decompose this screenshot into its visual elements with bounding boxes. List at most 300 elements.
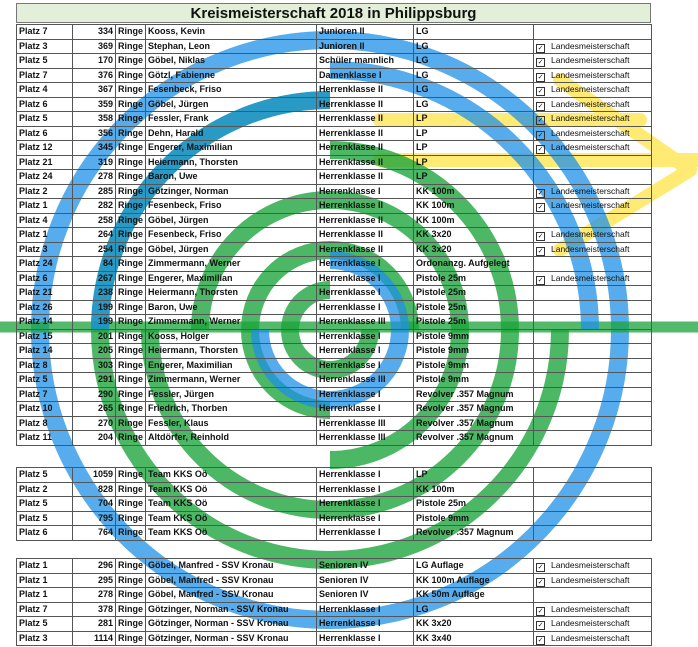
cell-ringe: 1114 xyxy=(73,631,116,646)
cell-platz: Platz 1 xyxy=(17,573,73,588)
cell-platz: Platz 11 xyxy=(17,431,73,446)
cell-unit: Ringe xyxy=(116,300,146,315)
cell-name: Götzinger, Norman - SSV Kronau xyxy=(146,631,317,646)
cell-klasse: Herrenklasse II xyxy=(317,170,414,185)
cell-landesmeisterschaft xyxy=(534,155,652,170)
cell-unit: Ringe xyxy=(116,25,146,40)
cell-landesmeisterschaft xyxy=(534,344,652,359)
cell-landesmeisterschaft xyxy=(534,358,652,373)
cell-platz: Platz 14 xyxy=(17,315,73,330)
cell-disziplin: LP xyxy=(414,112,534,127)
table-row xyxy=(17,39,652,54)
cell-klasse: Herrenklasse II xyxy=(317,141,414,156)
cell-unit: Ringe xyxy=(116,358,146,373)
cell-ringe: 281 xyxy=(73,617,116,632)
cell-klasse: Junioren II xyxy=(317,25,414,40)
table-row xyxy=(17,271,652,286)
table-row xyxy=(17,387,652,402)
cell-klasse: Herrenklasse I xyxy=(317,344,414,359)
table-row xyxy=(17,511,652,526)
cell-unit: Ringe xyxy=(116,315,146,330)
cell-landesmeisterschaft xyxy=(534,511,652,526)
table-row xyxy=(17,315,652,330)
cell-landesmeisterschaft xyxy=(534,315,652,330)
cell-ringe: 290 xyxy=(73,387,116,402)
table-row xyxy=(17,112,652,127)
table-row xyxy=(17,358,652,373)
cell-disziplin: LP xyxy=(414,126,534,141)
cell-platz: Platz 6 xyxy=(17,97,73,112)
landesmeisterschaft-label: Landesmeisterschaft xyxy=(551,69,630,80)
cell-name: Zimmermann, Werner xyxy=(146,373,317,388)
cell-klasse: Herrenklasse I xyxy=(317,631,414,646)
cell-ringe: 264 xyxy=(73,228,116,243)
sheet-title: Kreismeisterschaft 2018 in Philippsburg xyxy=(16,3,651,23)
cell-landesmeisterschaft xyxy=(534,402,652,417)
cell-ringe: 204 xyxy=(73,431,116,446)
cell-landesmeisterschaft xyxy=(534,631,652,646)
cell-name: Team KKS Oö xyxy=(146,526,317,541)
cell-disziplin: LP xyxy=(414,141,534,156)
table-row xyxy=(17,242,652,257)
cell-name: Zimmermann, Werner xyxy=(146,257,317,272)
landesmeisterschaft-label: Landesmeisterschaft xyxy=(551,632,630,643)
cell-ringe: 358 xyxy=(73,112,116,127)
cell-klasse: Damenklasse I xyxy=(317,68,414,83)
cell-disziplin: Pistole 25m xyxy=(414,271,534,286)
cell-unit: Ringe xyxy=(116,511,146,526)
cell-landesmeisterschaft xyxy=(534,97,652,112)
table-row xyxy=(17,559,652,574)
cell-platz: Platz 8 xyxy=(17,358,73,373)
cell-klasse: Senioren IV xyxy=(317,559,414,574)
checkbox-checked-icon: ✓ xyxy=(537,59,544,67)
cell-disziplin: Pistole 9mm xyxy=(414,358,534,373)
cell-disziplin: Revolver .357 Magnum xyxy=(414,526,534,541)
cell-landesmeisterschaft xyxy=(534,482,652,497)
cell-klasse: Herrenklasse I xyxy=(317,617,414,632)
cell-ringe: 303 xyxy=(73,358,116,373)
cell-ringe: 254 xyxy=(73,242,116,257)
cell-disziplin: LG xyxy=(414,602,534,617)
cell-platz: Platz 3 xyxy=(17,39,73,54)
cell-klasse: Herrenklasse III xyxy=(317,373,414,388)
cell-unit: Ringe xyxy=(116,257,146,272)
cell-landesmeisterschaft xyxy=(534,559,652,574)
cell-klasse: Herrenklasse I xyxy=(317,184,414,199)
checkbox-checked-icon: ✓ xyxy=(537,131,544,139)
cell-name: Fesenbeck, Friso xyxy=(146,83,317,98)
checkbox-checked-icon: ✓ xyxy=(537,233,544,241)
cell-klasse: Herrenklasse II xyxy=(317,112,414,127)
table-row xyxy=(17,416,652,431)
cell-unit: Ringe xyxy=(116,39,146,54)
cell-platz: Platz 2 xyxy=(17,184,73,199)
results-table-team xyxy=(16,467,652,541)
cell-landesmeisterschaft xyxy=(534,184,652,199)
cell-disziplin: Pistole 25m xyxy=(414,497,534,512)
checkbox-checked-icon: ✓ xyxy=(537,102,544,110)
cell-name: Götzl, Fabienne xyxy=(146,68,317,83)
cell-unit: Ringe xyxy=(116,497,146,512)
results-table-seniors xyxy=(16,558,652,646)
cell-disziplin: KK 50m Auflage xyxy=(414,588,534,603)
cell-unit: Ringe xyxy=(116,68,146,83)
cell-disziplin: KK 3x40 xyxy=(414,631,534,646)
cell-disziplin: Pistole 9mm xyxy=(414,511,534,526)
cell-ringe: 345 xyxy=(73,141,116,156)
table-row xyxy=(17,300,652,315)
cell-platz: Platz 15 xyxy=(17,329,73,344)
table-row xyxy=(17,126,652,141)
cell-platz: Platz 14 xyxy=(17,344,73,359)
cell-unit: Ringe xyxy=(116,416,146,431)
cell-name: Fessler, Klaus xyxy=(146,416,317,431)
cell-landesmeisterschaft xyxy=(534,373,652,388)
cell-disziplin: LG xyxy=(414,39,534,54)
cell-ringe: 170 xyxy=(73,54,116,69)
cell-name: Engerer, Maximilian xyxy=(146,141,317,156)
cell-disziplin: Revolver .357 Magnum xyxy=(414,387,534,402)
cell-ringe: 795 xyxy=(73,511,116,526)
cell-platz: Platz 5 xyxy=(17,511,73,526)
cell-platz: Platz 5 xyxy=(17,617,73,632)
cell-disziplin: LG Auflage xyxy=(414,559,534,574)
cell-platz: Platz 6 xyxy=(17,271,73,286)
checkbox-checked-icon: ✓ xyxy=(537,578,544,586)
cell-disziplin: KK 3x20 xyxy=(414,242,534,257)
cell-klasse: Herrenklasse I xyxy=(317,387,414,402)
cell-ringe: 378 xyxy=(73,602,116,617)
cell-ringe: 84 xyxy=(73,257,116,272)
cell-landesmeisterschaft xyxy=(534,54,652,69)
cell-disziplin: KK 3x20 xyxy=(414,228,534,243)
landesmeisterschaft-label: Landesmeisterschaft xyxy=(551,142,630,153)
cell-platz: Platz 5 xyxy=(17,112,73,127)
cell-klasse: Senioren IV xyxy=(317,573,414,588)
cell-unit: Ringe xyxy=(116,373,146,388)
cell-unit: Ringe xyxy=(116,286,146,301)
cell-name: Kooss, Holger xyxy=(146,329,317,344)
cell-unit: Ringe xyxy=(116,588,146,603)
cell-ringe: 291 xyxy=(73,373,116,388)
cell-klasse: Herrenklasse I xyxy=(317,602,414,617)
cell-name: Fessler, Jürgen xyxy=(146,387,317,402)
cell-ringe: 359 xyxy=(73,97,116,112)
cell-ringe: 764 xyxy=(73,526,116,541)
checkbox-checked-icon: ✓ xyxy=(537,204,544,212)
cell-klasse: Herrenklasse II xyxy=(317,242,414,257)
landesmeisterschaft-label: Landesmeisterschaft xyxy=(551,618,630,629)
table-row xyxy=(17,468,652,483)
cell-name: Götzinger, Norman xyxy=(146,184,317,199)
cell-disziplin: LG xyxy=(414,25,534,40)
table-row xyxy=(17,329,652,344)
table-row xyxy=(17,170,652,185)
cell-platz: Platz 7 xyxy=(17,387,73,402)
cell-klasse: Herrenklasse III xyxy=(317,416,414,431)
cell-disziplin: Pistole 25m xyxy=(414,300,534,315)
cell-unit: Ringe xyxy=(116,228,146,243)
cell-ringe: 258 xyxy=(73,213,116,228)
cell-platz: Platz 5 xyxy=(17,54,73,69)
cell-disziplin: KK 100m xyxy=(414,213,534,228)
cell-name: Team KKS Oö xyxy=(146,482,317,497)
cell-ringe: 704 xyxy=(73,497,116,512)
checkbox-checked-icon: ✓ xyxy=(537,622,544,630)
cell-name: Fesenbeck, Friso xyxy=(146,199,317,214)
cell-klasse: Herrenklasse III xyxy=(317,431,414,446)
cell-ringe: 199 xyxy=(73,300,116,315)
cell-name: Fesenbeck, Friso xyxy=(146,228,317,243)
cell-landesmeisterschaft xyxy=(534,300,652,315)
cell-landesmeisterschaft xyxy=(534,468,652,483)
cell-name: Team KKS Oö xyxy=(146,468,317,483)
landesmeisterschaft-label: Landesmeisterschaft xyxy=(551,185,630,196)
checkbox-checked-icon: ✓ xyxy=(537,247,544,255)
table-row xyxy=(17,68,652,83)
cell-disziplin: KK 3x20 xyxy=(414,617,534,632)
table-row xyxy=(17,631,652,646)
table-row xyxy=(17,482,652,497)
cell-platz: Platz 3 xyxy=(17,631,73,646)
cell-klasse: Junioren II xyxy=(317,39,414,54)
table-row xyxy=(17,257,652,272)
cell-disziplin: LP xyxy=(414,170,534,185)
cell-ringe: 285 xyxy=(73,184,116,199)
cell-landesmeisterschaft xyxy=(534,588,652,603)
landesmeisterschaft-label: Landesmeisterschaft xyxy=(551,127,630,138)
cell-landesmeisterschaft xyxy=(534,271,652,286)
cell-landesmeisterschaft xyxy=(534,25,652,40)
cell-name: Göbel, Jürgen xyxy=(146,213,317,228)
cell-klasse: Herrenklasse II xyxy=(317,228,414,243)
table-row xyxy=(17,141,652,156)
cell-platz: Platz 4 xyxy=(17,213,73,228)
cell-unit: Ringe xyxy=(116,54,146,69)
cell-klasse: Herrenklasse I xyxy=(317,358,414,373)
table-row xyxy=(17,286,652,301)
landesmeisterschaft-label: Landesmeisterschaft xyxy=(551,229,630,240)
cell-platz: Platz 4 xyxy=(17,83,73,98)
cell-disziplin: LG xyxy=(414,83,534,98)
cell-unit: Ringe xyxy=(116,112,146,127)
cell-klasse: Herrenklasse II xyxy=(317,126,414,141)
cell-ringe: 319 xyxy=(73,155,116,170)
cell-platz: Platz 1 xyxy=(17,559,73,574)
checkbox-checked-icon: ✓ xyxy=(537,189,544,197)
cell-platz: Platz 24 xyxy=(17,170,73,185)
cell-klasse: Schüler mannlich xyxy=(317,54,414,69)
cell-disziplin: Ordonanzg. Aufgelegt xyxy=(414,257,534,272)
landesmeisterschaft-label: Landesmeisterschaft xyxy=(551,113,630,124)
cell-name: Göbel, Manfred - SSV Kronau xyxy=(146,573,317,588)
checkbox-checked-icon: ✓ xyxy=(537,564,544,572)
cell-platz: Platz 26 xyxy=(17,300,73,315)
cell-klasse: Herrenklasse II xyxy=(317,83,414,98)
cell-disziplin: LP xyxy=(414,155,534,170)
cell-ringe: 205 xyxy=(73,344,116,359)
landesmeisterschaft-label: Landesmeisterschaft xyxy=(551,272,630,283)
cell-name: Heiermann, Thorsten xyxy=(146,344,317,359)
checkbox-checked-icon: ✓ xyxy=(537,276,544,284)
cell-platz: Platz 7 xyxy=(17,68,73,83)
cell-platz: Platz 12 xyxy=(17,141,73,156)
cell-klasse: Herrenklasse II xyxy=(317,97,414,112)
cell-unit: Ringe xyxy=(116,431,146,446)
cell-disziplin: Pistole 9mm xyxy=(414,329,534,344)
cell-unit: Ringe xyxy=(116,155,146,170)
cell-name: Götzinger, Norman - SSV Kronau xyxy=(146,617,317,632)
cell-unit: Ringe xyxy=(116,617,146,632)
table-row xyxy=(17,97,652,112)
cell-landesmeisterschaft xyxy=(534,387,652,402)
cell-disziplin: Pistole 25m xyxy=(414,315,534,330)
landesmeisterschaft-label: Landesmeisterschaft xyxy=(551,55,630,66)
cell-name: Dehn, Harald xyxy=(146,126,317,141)
cell-disziplin: LG xyxy=(414,68,534,83)
cell-platz: Platz 10 xyxy=(17,402,73,417)
cell-klasse: Herrenklasse I xyxy=(317,329,414,344)
cell-name: Team KKS Oö xyxy=(146,511,317,526)
cell-disziplin: LG xyxy=(414,97,534,112)
cell-name: Heiermann, Thorsten xyxy=(146,155,317,170)
cell-ringe: 199 xyxy=(73,315,116,330)
cell-platz: Platz 1 xyxy=(17,228,73,243)
cell-unit: Ringe xyxy=(116,631,146,646)
cell-landesmeisterschaft xyxy=(534,199,652,214)
cell-disziplin: Pistole 9mm xyxy=(414,373,534,388)
cell-ringe: 296 xyxy=(73,559,116,574)
cell-disziplin: KK 100m xyxy=(414,199,534,214)
cell-disziplin: KK 100m xyxy=(414,184,534,199)
cell-landesmeisterschaft xyxy=(534,257,652,272)
landesmeisterschaft-label: Landesmeisterschaft xyxy=(551,603,630,614)
cell-landesmeisterschaft xyxy=(534,170,652,185)
table-row xyxy=(17,213,652,228)
cell-name: Engerer, Maximilian xyxy=(146,358,317,373)
cell-unit: Ringe xyxy=(116,559,146,574)
cell-landesmeisterschaft xyxy=(534,228,652,243)
cell-platz: Platz 6 xyxy=(17,526,73,541)
cell-ringe: 278 xyxy=(73,170,116,185)
cell-ringe: 376 xyxy=(73,68,116,83)
cell-unit: Ringe xyxy=(116,271,146,286)
table-row xyxy=(17,228,652,243)
table-row xyxy=(17,344,652,359)
cell-unit: Ringe xyxy=(116,468,146,483)
cell-name: Zimmermann, Werner xyxy=(146,315,317,330)
checkbox-checked-icon: ✓ xyxy=(537,117,544,125)
cell-name: Göbel, Niklas xyxy=(146,54,317,69)
cell-landesmeisterschaft xyxy=(534,573,652,588)
cell-klasse: Herrenklasse I xyxy=(317,286,414,301)
checkbox-checked-icon: ✓ xyxy=(537,146,544,154)
landesmeisterschaft-label: Landesmeisterschaft xyxy=(551,560,630,571)
cell-ringe: 369 xyxy=(73,39,116,54)
landesmeisterschaft-label: Landesmeisterschaft xyxy=(551,40,630,51)
cell-platz: Platz 5 xyxy=(17,373,73,388)
cell-landesmeisterschaft xyxy=(534,141,652,156)
cell-name: Stephan, Leon xyxy=(146,39,317,54)
landesmeisterschaft-label: Landesmeisterschaft xyxy=(551,84,630,95)
cell-unit: Ringe xyxy=(116,170,146,185)
cell-landesmeisterschaft xyxy=(534,416,652,431)
landesmeisterschaft-label: Landesmeisterschaft xyxy=(551,243,630,254)
cell-name: Göbel, Manfred - SSV Kronau xyxy=(146,559,317,574)
cell-platz: Platz 24 xyxy=(17,257,73,272)
cell-disziplin: Revolver .357 Magnum xyxy=(414,416,534,431)
cell-name: Göbel, Manfred - SSV Kronau xyxy=(146,588,317,603)
cell-klasse: Herrenklasse I xyxy=(317,257,414,272)
landesmeisterschaft-label: Landesmeisterschaft xyxy=(551,200,630,211)
cell-platz: Platz 7 xyxy=(17,602,73,617)
cell-platz: Platz 2 xyxy=(17,482,73,497)
table-row xyxy=(17,497,652,512)
cell-name: Altdörfer, Reinhold xyxy=(146,431,317,446)
cell-disziplin: Pistole 9mm xyxy=(414,344,534,359)
cell-klasse: Herrenklasse I xyxy=(317,526,414,541)
cell-landesmeisterschaft xyxy=(534,329,652,344)
checkbox-checked-icon: ✓ xyxy=(537,44,544,52)
cell-unit: Ringe xyxy=(116,573,146,588)
cell-name: Kooss, Kevin xyxy=(146,25,317,40)
cell-landesmeisterschaft xyxy=(534,242,652,257)
cell-disziplin: LP xyxy=(414,468,534,483)
cell-landesmeisterschaft xyxy=(534,431,652,446)
checkbox-checked-icon: ✓ xyxy=(537,73,544,81)
cell-disziplin: LG xyxy=(414,54,534,69)
cell-ringe: 201 xyxy=(73,329,116,344)
cell-ringe: 238 xyxy=(73,286,116,301)
table-row xyxy=(17,54,652,69)
cell-name: Götzinger, Norman - SSV Kronau xyxy=(146,602,317,617)
cell-klasse: Herrenklasse III xyxy=(317,315,414,330)
cell-ringe: 270 xyxy=(73,416,116,431)
cell-platz: Platz 5 xyxy=(17,468,73,483)
cell-unit: Ringe xyxy=(116,213,146,228)
cell-name: Team KKS Oö xyxy=(146,497,317,512)
cell-unit: Ringe xyxy=(116,482,146,497)
cell-name: Engerer, Maximilian xyxy=(146,271,317,286)
cell-ringe: 334 xyxy=(73,25,116,40)
table-row xyxy=(17,402,652,417)
cell-unit: Ringe xyxy=(116,83,146,98)
cell-name: Göbel, Jürgen xyxy=(146,242,317,257)
cell-name: Göbel, Jürgen xyxy=(146,97,317,112)
cell-klasse: Herrenklasse II xyxy=(317,199,414,214)
cell-name: Baron, Uwe xyxy=(146,300,317,315)
table-row xyxy=(17,155,652,170)
cell-landesmeisterschaft xyxy=(534,526,652,541)
cell-disziplin: KK 100m xyxy=(414,482,534,497)
table-row xyxy=(17,602,652,617)
cell-landesmeisterschaft xyxy=(534,68,652,83)
cell-landesmeisterschaft xyxy=(534,497,652,512)
table-row xyxy=(17,588,652,603)
landesmeisterschaft-label: Landesmeisterschaft xyxy=(551,98,630,109)
cell-disziplin: Pistole 25m xyxy=(414,286,534,301)
table-row xyxy=(17,184,652,199)
cell-ringe: 278 xyxy=(73,588,116,603)
cell-unit: Ringe xyxy=(116,126,146,141)
cell-unit: Ringe xyxy=(116,526,146,541)
table-row xyxy=(17,373,652,388)
cell-landesmeisterschaft xyxy=(534,112,652,127)
cell-name: Heiermann, Thorsten xyxy=(146,286,317,301)
cell-platz: Platz 1 xyxy=(17,199,73,214)
cell-platz: Platz 1 xyxy=(17,588,73,603)
